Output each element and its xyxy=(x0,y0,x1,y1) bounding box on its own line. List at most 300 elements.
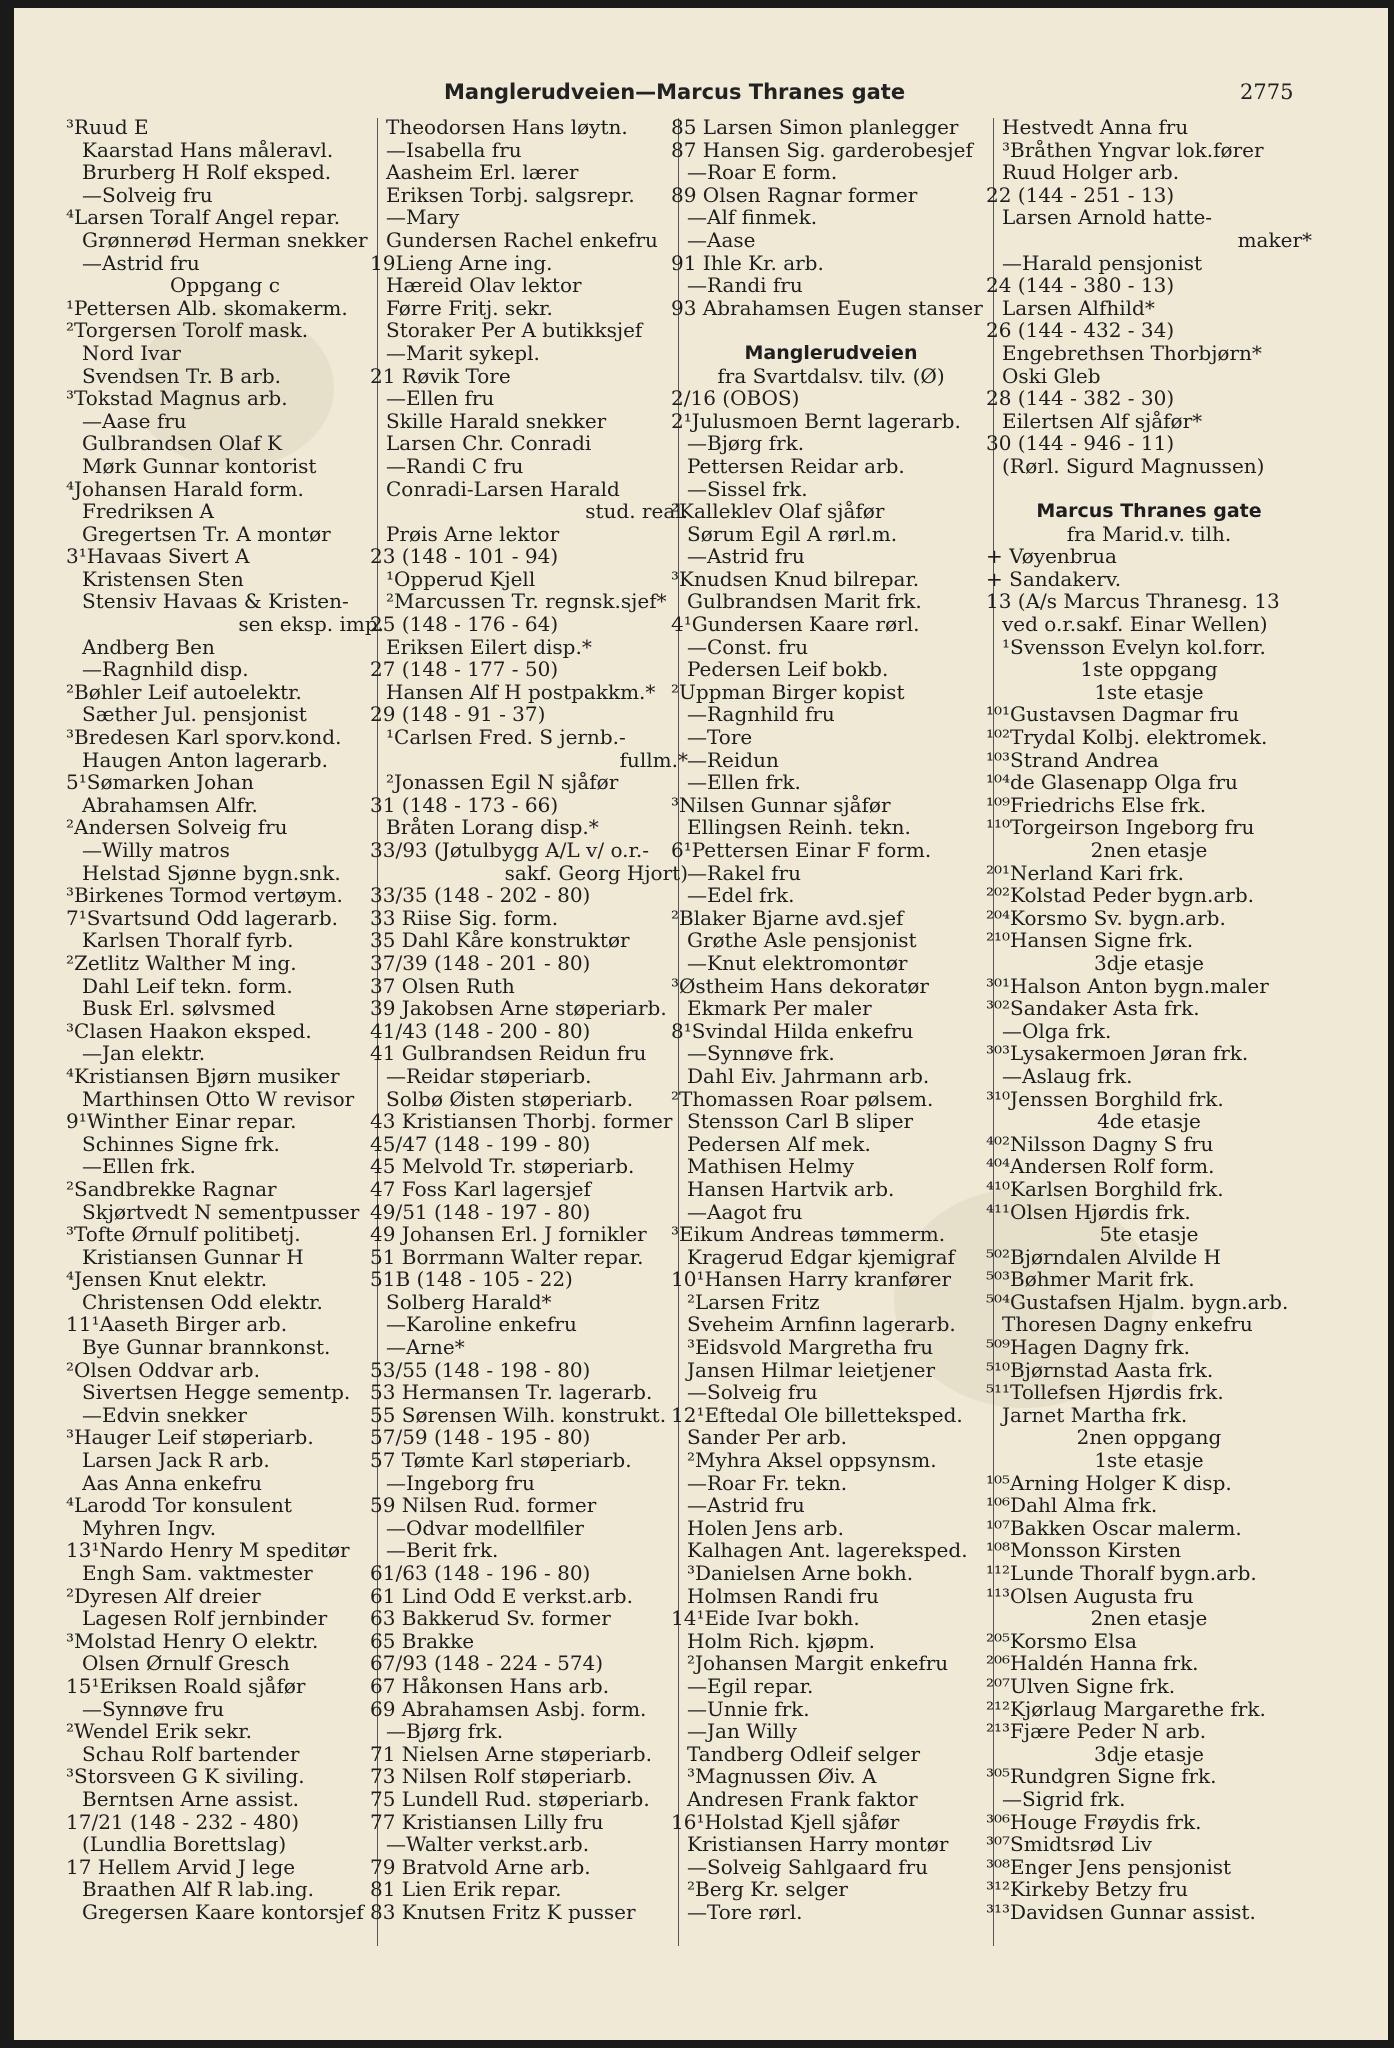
directory-entry: ²Marcussen Tr. regnsk.sjef* xyxy=(386,589,667,614)
directory-entry: —Astrid fru xyxy=(687,544,805,569)
directory-entry: Dahl Leif tekn. form. xyxy=(82,973,293,998)
subsection-label: 4de etasje xyxy=(1097,1109,1201,1134)
directory-entry: ¹⁰¹Gustavsen Dagmar fru xyxy=(986,702,1240,727)
column-1 xyxy=(66,116,384,1924)
directory-entry: ²Kalleklev Olaf sjåfør xyxy=(671,499,885,524)
directory-entry: ⁴Kristiansen Bjørn musiker xyxy=(66,1063,340,1088)
directory-entry: Tandberg Odleif selger xyxy=(687,1741,921,1766)
directory-entry: Karlsen Thoralf fyrb. xyxy=(82,928,294,953)
directory-entry: —Sissel frk. xyxy=(687,476,808,501)
directory-entry: Jansen Hilmar leietjener xyxy=(687,1357,936,1382)
directory-entry: ¹⁰²Trydal Kolbj. elektromek. xyxy=(986,725,1268,750)
section-heading: Manglerudveien xyxy=(744,341,918,364)
directory-entry: Mathisen Helmy xyxy=(687,1154,854,1179)
directory-entry: ¹Svensson Evelyn kol.forr. xyxy=(1002,634,1266,659)
directory-entry: 23 (148 - 101 - 94) xyxy=(370,544,559,569)
directory-entry: ¹⁰⁸Monsson Kirsten xyxy=(986,1538,1182,1563)
directory-entry: —Randi fru xyxy=(687,273,803,298)
directory-entry: Haugen Anton lagerarb. xyxy=(82,747,328,772)
section-spacer xyxy=(986,478,1312,501)
directory-entry: —Alf finmek. xyxy=(687,205,818,230)
column-4 xyxy=(986,116,1312,1924)
directory-entry: 21 Røvik Tore xyxy=(370,363,511,388)
directory-entry: Schinnes Signe frk. xyxy=(82,1131,280,1156)
directory-entry: 57/59 (148 - 195 - 80) xyxy=(370,1425,591,1450)
directory-entry: —Aase xyxy=(687,227,756,252)
directory-entry: ²Myhra Aksel oppsynsm. xyxy=(687,1448,937,1473)
directory-entry: ³⁰⁸Enger Jens pensjonist xyxy=(986,1854,1232,1879)
directory-entry: 28 (144 - 382 - 30) xyxy=(986,386,1175,411)
directory-entry: ²Sandbrekke Ragnar xyxy=(66,1176,277,1201)
directory-entry: 49 Johansen Erl. J fornikler xyxy=(370,1222,647,1247)
directory-entry: —Ragnhild fru xyxy=(687,702,835,727)
directory-entry: 69 Abrahamsen Asbj. form. xyxy=(370,1696,647,1721)
directory-entry: 47 Foss Karl lagersjef xyxy=(370,1176,591,1201)
directory-entry: ²Zetlitz Walther M ing. xyxy=(66,950,297,975)
directory-entry: —Ellen frk. xyxy=(82,1154,196,1179)
directory-entry: ²Andersen Solveig fru xyxy=(66,815,288,840)
directory-entry: —Ellen frk. xyxy=(687,770,801,795)
directory-entry: 63 Bakkerud Sv. former xyxy=(370,1606,611,1631)
directory-entry: 13¹Nardo Henry M speditør xyxy=(66,1538,350,1563)
directory-entry: Sander Per arb. xyxy=(687,1425,848,1450)
directory-entry: 49/51 (148 - 197 - 80) xyxy=(370,1199,591,1224)
directory-entry: Stensiv Havaas & Kristen- xyxy=(82,589,349,614)
directory-entry: —Bjørg frk. xyxy=(687,431,805,456)
directory-entry: ²⁰⁶Haldén Hanna frk. xyxy=(986,1651,1199,1676)
directory-entry: Svendsen Tr. B arb. xyxy=(82,363,281,388)
directory-entry: —Jan Willy xyxy=(687,1719,797,1744)
directory-entry: —Ragnhild disp. xyxy=(82,657,249,682)
directory-entry: —Jan elektr. xyxy=(82,1041,206,1066)
directory-entry: ²Uppman Birger kopist xyxy=(671,679,905,704)
directory-entry: —Solveig fru xyxy=(687,1380,818,1405)
directory-entry: ³Storsveen G K siviling. xyxy=(66,1764,305,1789)
directory-entry: Prøis Arne lektor xyxy=(386,521,560,546)
directory-entry: ³Danielsen Arne bokh. xyxy=(687,1561,914,1585)
subsection-label: 3dje etasje xyxy=(1093,950,1205,975)
directory-entry: Brurberg H Rolf eksped. xyxy=(82,160,332,185)
directory-entry: ³Ruud E xyxy=(66,115,149,139)
directory-entry: ¹¹³Olsen Augusta fru xyxy=(986,1583,1194,1608)
directory-entry: 11¹Aaseth Birger arb. xyxy=(66,1312,288,1337)
directory-entry: 61/63 (148 - 196 - 80) xyxy=(370,1561,591,1585)
directory-entry: —Aagot fru xyxy=(687,1199,803,1224)
directory-entry: maker* xyxy=(1237,227,1312,252)
directory-entry: ³Tofte Ørnulf politibetj. xyxy=(66,1222,301,1247)
directory-entry: 67/93 (148 - 224 - 574) xyxy=(370,1651,604,1676)
directory-entry: 83 Knutsen Fritz K pusser xyxy=(370,1899,636,1924)
directory-entry: 51 Borrmann Walter repar. xyxy=(370,1244,644,1269)
directory-entry: Kaarstad Hans måleravl. xyxy=(82,137,334,162)
directory-entry: 91 Ihle Kr. arb. xyxy=(671,250,824,275)
directory-entry: 65 Brakke xyxy=(370,1628,475,1653)
directory-entry: sen eksp. imp. xyxy=(238,612,384,637)
directory-entry: ³Magnussen Øiv. A xyxy=(687,1764,877,1789)
directory-entry: 35 Dahl Kåre konstruktør xyxy=(370,928,630,953)
directory-entry: 75 Lundell Rud. støperiarb. xyxy=(370,1786,650,1811)
directory-entry: Busk Erl. sølvsmed xyxy=(82,996,276,1021)
directory-entry: ³Eikum Andreas tømmerm. xyxy=(671,1222,946,1247)
directory-entry: Larsen Chr. Conradi xyxy=(386,431,592,456)
directory-entry: ³⁰⁷Smidtsrød Liv xyxy=(986,1832,1152,1857)
directory-entry: Pedersen Alf mek. xyxy=(687,1131,871,1156)
directory-entry: ³Knudsen Knud bilrepar. xyxy=(671,566,920,591)
directory-entry: —Solveig fru xyxy=(82,182,213,207)
directory-entry: ³¹²Kirkeby Betzy fru xyxy=(986,1877,1188,1902)
directory-entry: Olsen Ørnulf Gresch xyxy=(82,1651,290,1676)
subsection-label: 5te etasje xyxy=(1099,1222,1199,1247)
directory-entry: ²⁰²Kolstad Peder bygn.arb. xyxy=(986,883,1255,908)
directory-entry: ²Bøhler Leif autoelektr. xyxy=(66,679,302,704)
directory-entry: Eriksen Torbj. salgsrepr. xyxy=(386,182,635,207)
directory-entry: Solbø Øisten støperiarb. xyxy=(386,1086,634,1111)
directory-entry: Solberg Harald* xyxy=(386,1289,552,1314)
directory-entry: Kristiansen Gunnar H xyxy=(82,1244,304,1269)
directory-entry: —Edvin snekker xyxy=(82,1402,247,1427)
directory-entry: Skille Harald snekker xyxy=(386,408,607,433)
directory-entry: ²⁰⁴Korsmo Sv. bygn.arb. xyxy=(986,905,1226,930)
directory-entry: ⁴¹¹Olsen Hjørdis frk. xyxy=(986,1199,1191,1224)
directory-entry: —Solveig Sahlgaard fru xyxy=(687,1854,928,1879)
directory-entry: —Tore rørl. xyxy=(687,1899,803,1924)
directory-entry: —Roar E form. xyxy=(687,160,838,185)
subsection-label: 2nen etasje xyxy=(1090,1606,1208,1631)
directory-entry: Eilertsen Alf sjåfør* xyxy=(1002,408,1203,433)
directory-entry: —Ingeborg fru xyxy=(386,1470,535,1495)
directory-entry: ¹Pettersen Alb. skomakerm. xyxy=(66,295,348,320)
directory-entry: Skjørtvedt N sementpusser xyxy=(82,1199,360,1224)
directory-entry: —Harald pensjonist xyxy=(1002,250,1203,275)
directory-entry: 51B (148 - 105 - 22) xyxy=(370,1267,573,1292)
directory-entry: —Reidar støperiarb. xyxy=(386,1063,592,1088)
directory-entry: ⁵¹¹Tollefsen Hjørdis frk. xyxy=(986,1380,1224,1405)
directory-entry: Kristiansen Harry montør xyxy=(687,1832,949,1857)
directory-entry: Andberg Ben xyxy=(82,634,215,659)
directory-entry: 4¹Gundersen Kaare rørl. xyxy=(671,612,920,637)
directory-entry: 15¹Eriksen Roald sjåfør xyxy=(66,1673,306,1698)
directory-entry: ²Wendel Erik sekr. xyxy=(66,1719,253,1744)
directory-entry: ²⁰⁷Ulven Signe frk. xyxy=(986,1673,1176,1698)
directory-entry: 39 Jakobsen Arne støperiarb. xyxy=(370,996,667,1021)
subsection-label: 1ste etasje xyxy=(1094,679,1204,704)
directory-entry: Stensson Carl B sliper xyxy=(687,1109,914,1134)
directory-entry: ³Bredesen Karl sporv.kond. xyxy=(66,725,342,750)
directory-entry: + Sandakerv. xyxy=(986,566,1122,591)
directory-entry: 45 Melvold Tr. støperiarb. xyxy=(370,1154,635,1179)
directory-entry: Gulbrandsen Olaf K xyxy=(82,431,282,456)
directory-entry: Gregersen Kaare kontorsjef xyxy=(82,1899,364,1924)
directory-entry: ¹¹⁰Torgeirson Ingeborg fru xyxy=(986,815,1255,840)
directory-entry: 55 Sørensen Wilh. konstrukt. xyxy=(370,1402,667,1427)
directory-entry: 53 Hermansen Tr. lagerarb. xyxy=(370,1380,653,1405)
directory-entry: 87 Hansen Sig. garderobesjef xyxy=(671,137,973,162)
directory-entry: 24 (144 - 380 - 13) xyxy=(986,273,1175,298)
directory-entry: —Reidun xyxy=(687,747,779,772)
directory-entry: Eriksen Eilert disp.* xyxy=(386,634,592,659)
directory-entry: Braathen Alf R lab.ing. xyxy=(82,1877,315,1902)
directory-entry: 59 Nilsen Rud. former xyxy=(370,1493,597,1518)
directory-entry: Sørum Egil A rørl.m. xyxy=(687,521,898,546)
directory-entry: Fredriksen A xyxy=(82,499,214,524)
directory-entry: ²¹³Fjære Peder N arb. xyxy=(986,1719,1207,1744)
directory-entry: 26 (144 - 432 - 34) xyxy=(986,318,1175,343)
directory-entry: ³⁰⁶Houge Frøydis frk. xyxy=(986,1809,1202,1834)
directory-entry: + Vøyenbrua xyxy=(986,544,1117,569)
directory-entry: ³Hauger Leif støperiarb. xyxy=(66,1425,314,1450)
directory-entry: ²Larsen Fritz xyxy=(687,1289,820,1314)
directory-entry: —Berit frk. xyxy=(386,1538,499,1563)
directory-entry: Grønnerød Herman snekker xyxy=(82,227,368,252)
directory-entry: ¹⁰⁴de Glasenapp Olga fru xyxy=(986,770,1238,795)
directory-entry: Hæreid Olav lektor xyxy=(386,273,582,298)
directory-entry: 81 Lien Erik repar. xyxy=(370,1877,562,1902)
directory-entry: 7¹Svartsund Odd lagerarb. xyxy=(66,905,338,930)
directory-entry: ⁴¹⁰Karlsen Borghild frk. xyxy=(986,1176,1224,1201)
directory-entry: Kristensen Sten xyxy=(82,566,244,591)
directory-entry: ³⁰²Sandaker Asta frk. xyxy=(986,996,1200,1021)
directory-entry: stud. real. xyxy=(585,499,688,524)
directory-entry: ⁴Johansen Harald form. xyxy=(66,476,304,501)
directory-entry: 73 Nilsen Rolf støperiarb. xyxy=(370,1764,633,1789)
directory-entry: Ruud Holger arb. xyxy=(1002,160,1180,185)
directory-entry: 33/35 (148 - 202 - 80) xyxy=(370,883,591,908)
directory-entry: 5¹Sømarken Johan xyxy=(66,770,254,795)
directory-entry: ²Torgersen Torolf mask. xyxy=(66,318,309,343)
directory-entry: —Willy matros xyxy=(82,838,230,862)
directory-entry: fullm.* xyxy=(619,747,688,772)
directory-entry: —Aase fru xyxy=(82,408,187,433)
subsection-label: 2nen oppgang xyxy=(1076,1425,1222,1450)
directory-entry: ³⁰⁵Rundgren Signe frk. xyxy=(986,1764,1217,1789)
directory-entry: 19Lieng Arne ing. xyxy=(370,250,553,275)
directory-entry: 67 Håkonsen Hans arb. xyxy=(370,1673,610,1698)
directory-entry: Lagesen Rolf jernbinder xyxy=(82,1606,328,1631)
directory-entry: Larsen Alfhild* xyxy=(1002,295,1155,320)
directory-entry: —Olga frk. xyxy=(1002,1018,1112,1043)
directory-entry: 37/39 (148 - 201 - 80) xyxy=(370,950,591,975)
running-title: Manglerudveien—Marcus Thranes gate xyxy=(444,80,906,104)
directory-entry: 33 Riise Sig. form. xyxy=(370,905,559,930)
directory-entry: —Odvar modellfiler xyxy=(386,1515,584,1540)
directory-entry: —Edel frk. xyxy=(687,883,795,908)
column-2 xyxy=(370,116,688,1924)
directory-entry: Kragerud Edgar kjemigraf xyxy=(687,1244,955,1269)
directory-entry: Holen Jens arb. xyxy=(687,1515,844,1540)
directory-entry: Holmsen Randi fru xyxy=(687,1583,879,1608)
directory-entry: —Egil repar. xyxy=(687,1673,814,1698)
directory-entry: Mørk Gunnar kontorist xyxy=(82,453,317,478)
directory-entry: 22 (144 - 251 - 13) xyxy=(986,182,1175,207)
directory-entry: Bye Gunnar brannkonst. xyxy=(82,1335,331,1360)
directory-entry: —Arne* xyxy=(386,1335,465,1360)
directory-entry: —Tore xyxy=(687,725,753,750)
directory-entry: Aas Anna enkefru xyxy=(82,1470,262,1495)
directory-entry: ⁵⁰²Bjørndalen Alvilde H xyxy=(986,1244,1221,1269)
directory-entry: —Randi C fru xyxy=(386,453,524,478)
directory-entry: 27 (148 - 177 - 50) xyxy=(370,657,559,682)
section-spacer xyxy=(671,319,991,342)
directory-entry: ⁴⁰²Nilsson Dagny S fru xyxy=(986,1131,1214,1156)
directory-entry: 6¹Pettersen Einar F form. xyxy=(671,838,932,862)
directory-entry: Schau Rolf bartender xyxy=(82,1741,300,1766)
directory-entry: ²Olsen Oddvar arb. xyxy=(66,1357,260,1382)
directory-entry: ¹Opperud Kjell xyxy=(386,566,536,591)
directory-entry: Kalhagen Ant. lagereksped. xyxy=(687,1538,968,1563)
directory-entry: ⁴Larsen Toralf Angel repar. xyxy=(66,205,341,230)
directory-entry: Berntsen Arne assist. xyxy=(82,1786,299,1811)
directory-entry: ved o.r.sakf. Einar Wellen) xyxy=(1002,612,1268,637)
directory-entry: ¹⁰⁶Dahl Alma frk. xyxy=(986,1493,1158,1518)
directory-entry: 2¹Julusmoen Bernt lagerarb. xyxy=(671,408,961,433)
directory-entry: —Karoline enkefru xyxy=(386,1312,577,1337)
directory-entry: 12¹Eftedal Ole billetteksped. xyxy=(671,1402,963,1427)
directory-entry: Gulbrandsen Marit frk. xyxy=(687,589,922,614)
directory-entry: 33/93 (Jøtulbygg A/L v/ o.r.- xyxy=(370,838,649,862)
directory-entry: ⁴Larodd Tor konsulent xyxy=(66,1493,292,1518)
directory-entry: Jarnet Martha frk. xyxy=(1002,1402,1188,1427)
directory-entry: —Unnie frk. xyxy=(687,1696,810,1721)
directory-entry: Hansen Hartvik arb. xyxy=(687,1176,895,1201)
directory-entry: ³Eidsvold Margretha fru xyxy=(687,1335,934,1360)
directory-entry: —Rakel fru xyxy=(687,860,801,885)
directory-entry: ¹⁰⁹Friedrichs Else frk. xyxy=(986,792,1207,817)
directory-entry: —Sigrid frk. xyxy=(1002,1786,1126,1811)
directory-entry: —Astrid fru xyxy=(687,1493,805,1518)
directory-entry: 37 Olsen Ruth xyxy=(370,973,515,998)
directory-entry: 17 Hellem Arvid J lege xyxy=(66,1854,296,1879)
directory-entry: 93 Abrahamsen Eugen stanser xyxy=(671,295,983,320)
directory-entry: 45/47 (148 - 199 - 80) xyxy=(370,1131,591,1156)
directory-entry: (Rørl. Sigurd Magnussen) xyxy=(1002,453,1265,478)
subsection-label: 1ste oppgang xyxy=(1080,657,1218,682)
directory-entry: 29 (148 - 91 - 37) xyxy=(370,702,546,727)
directory-entry: 30 (144 - 946 - 11) xyxy=(986,431,1175,456)
directory-entry: ³⁰¹Halson Anton bygn.maler xyxy=(986,973,1269,998)
directory-entry: ³Molstad Henry O elektr. xyxy=(66,1628,319,1653)
directory-entry: Grøthe Asle pensjonist xyxy=(687,928,917,953)
directory-entry: —Synnøve frk. xyxy=(687,1041,835,1066)
directory-entry: Førre Fritj. sekr. xyxy=(386,295,553,320)
directory-entry: (Lundlia Borettslag) xyxy=(82,1832,287,1857)
directory-entry: Conradi-Larsen Harald xyxy=(386,476,620,501)
directory-entry: Theodorsen Hans løytn. xyxy=(386,115,628,139)
directory-entry: ⁵⁰⁹Hagen Dagny frk. xyxy=(986,1335,1191,1360)
directory-entry: 31 (148 - 173 - 66) xyxy=(370,792,559,817)
directory-entry: —Roar Fr. tekn. xyxy=(687,1470,848,1495)
directory-entry: Marthinsen Otto W revisor xyxy=(82,1086,355,1111)
directory-entry: ⁴Jensen Knut elektr. xyxy=(66,1267,268,1292)
directory-entry: ³⁰³Lysakermoen Jøran frk. xyxy=(986,1041,1249,1066)
directory-entry: Storaker Per A butikksjef xyxy=(386,318,643,343)
directory-entry: ²¹²Kjørlaug Margarethe frk. xyxy=(986,1696,1266,1721)
subsection-label: fra Marid.v. tilh. xyxy=(1066,521,1232,546)
directory-entry: ¹Carlsen Fred. S jernb.- xyxy=(386,725,626,750)
directory-entry: Sivertsen Hegge sementp. xyxy=(82,1380,351,1405)
directory-entry: ⁵¹⁰Bjørnstad Aasta frk. xyxy=(986,1357,1214,1382)
directory-entry: —Const. fru xyxy=(687,634,809,659)
directory-entry: 41/43 (148 - 200 - 80) xyxy=(370,1018,591,1043)
directory-entry: —Mary xyxy=(386,205,460,230)
directory-entry: ²¹⁰Hansen Signe frk. xyxy=(986,928,1194,953)
directory-entry: —Marit sykepl. xyxy=(386,340,540,365)
directory-entry: ³Nilsen Gunnar sjåfør xyxy=(671,792,891,817)
directory-entry: ²Johansen Margit enkefru xyxy=(687,1651,949,1676)
directory-entry: ¹¹²Lunde Thoralf bygn.arb. xyxy=(986,1561,1257,1585)
directory-entry: ¹⁰⁷Bakken Oscar malerm. xyxy=(986,1515,1242,1540)
directory-entry: 25 (148 - 176 - 64) xyxy=(370,612,559,637)
directory-entry: —Bjørg frk. xyxy=(386,1719,504,1744)
directory-entry: Andresen Frank faktor xyxy=(687,1786,918,1811)
directory-entry: Hestvedt Anna fru xyxy=(1002,115,1189,139)
directory-entry: sakf. Georg Hjort) xyxy=(504,860,688,885)
directory-entry: Myhren Ingv. xyxy=(82,1515,217,1540)
directory-entry: 79 Bratvold Arne arb. xyxy=(370,1854,591,1879)
directory-entry: ³Østheim Hans dekoratør xyxy=(671,973,929,998)
directory-entry: 43 Kristiansen Thorbj. former xyxy=(370,1109,673,1134)
directory-entry: ⁵⁰⁴Gustafsen Hjalm. bygn.arb. xyxy=(986,1289,1289,1314)
directory-entry: ²Jonassen Egil N sjåfør xyxy=(386,770,619,795)
directory-entry: 17/21 (148 - 232 - 480) xyxy=(66,1809,300,1834)
directory-entry: Larsen Arnold hatte- xyxy=(1002,205,1213,230)
directory-entry: ²Thomassen Roar pølsem. xyxy=(671,1086,934,1111)
directory-entry: ²⁰¹Nerland Kari frk. xyxy=(986,860,1184,885)
subsection-label: 2nen etasje xyxy=(1090,838,1208,862)
directory-entry: —Synnøve fru xyxy=(82,1696,225,1721)
directory-entry: ²Blaker Bjarne avd.sjef xyxy=(671,905,904,930)
section-heading: Marcus Thranes gate xyxy=(1036,500,1262,523)
directory-entry: ³Bråthen Yngvar lok.fører xyxy=(1002,137,1264,162)
directory-entry: 3¹Havaas Sivert A xyxy=(66,544,250,569)
directory-entry: ²Dyresen Alf dreier xyxy=(66,1583,261,1608)
directory-entry: Sveheim Arnfinn lagerarb. xyxy=(687,1312,956,1337)
directory-entry: —Astrid fru xyxy=(82,250,200,275)
directory-entry: ³¹⁰Jenssen Borghild frk. xyxy=(986,1086,1224,1111)
directory-entry: 53/55 (148 - 198 - 80) xyxy=(370,1357,591,1382)
directory-entry: 77 Kristiansen Lilly fru xyxy=(370,1809,604,1834)
directory-entry: Hansen Alf H postpakkm.* xyxy=(386,679,656,704)
directory-entry: Ekmark Per maler xyxy=(687,996,872,1021)
directory-entry: —Walter verkst.arb. xyxy=(386,1832,590,1857)
subsection-label: 1ste etasje xyxy=(1094,1448,1204,1473)
directory-entry: 41 Gulbrandsen Reidun fru xyxy=(370,1041,647,1066)
directory-entry: Engebrethsen Thorbjørn* xyxy=(1002,340,1262,365)
column-3 xyxy=(671,116,991,1924)
page-header xyxy=(14,68,1388,108)
directory-entry: Dahl Eiv. Jahrmann arb. xyxy=(687,1063,930,1088)
directory-entry: ³Tokstad Magnus arb. xyxy=(66,386,288,411)
directory-entry: 14¹Eide Ivar bokh. xyxy=(671,1606,860,1631)
directory-entry: Ellingsen Reinh. tekn. xyxy=(687,815,911,840)
subsection-label: 3dje etasje xyxy=(1093,1741,1205,1766)
directory-entry: Thoresen Dagny enkefru xyxy=(1002,1312,1253,1337)
directory-entry: 9¹Winther Einar repar. xyxy=(66,1109,297,1134)
directory-entry: Gregertsen Tr. A montør xyxy=(82,521,331,546)
directory-entry: Pedersen Leif bokb. xyxy=(687,657,889,682)
directory-entry: Oski Gleb xyxy=(1002,363,1101,388)
directory-entry: ⁵⁰³Bøhmer Marit frk. xyxy=(986,1267,1195,1292)
directory-entry: 57 Tømte Karl støperiarb. xyxy=(370,1448,632,1473)
directory-entry: —Isabella fru xyxy=(386,137,522,162)
directory-entry: Abrahamsen Alfr. xyxy=(82,792,258,817)
directory-entry: 8¹Svindal Hilda enkefru xyxy=(671,1018,914,1043)
subsection-label: Oppgang c xyxy=(170,273,280,298)
directory-entry: —Aslaug frk. xyxy=(1002,1063,1133,1088)
directory-entry: 85 Larsen Simon planlegger xyxy=(671,115,959,139)
directory-entry: Holm Rich. kjøpm. xyxy=(687,1628,875,1653)
directory-entry: ¹⁰³Strand Andrea xyxy=(986,747,1159,772)
page-number: 2775 xyxy=(1240,80,1294,104)
